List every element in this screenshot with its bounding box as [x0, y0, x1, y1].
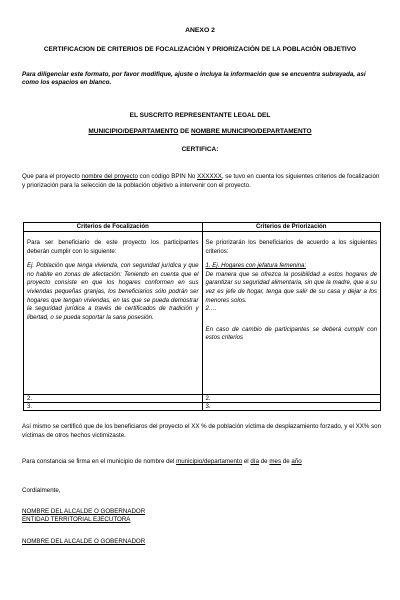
table-cell: 3.	[24, 403, 203, 411]
para1-text-2: con código BPIN No	[137, 173, 198, 180]
para1-text-3: , se tuvo en cuenta los siguientes criterios de focalización y priorización para la selección de la población objetivo a intervenir con el proyecto.	[22, 173, 380, 189]
instructions-text: Para diligenciar este formato, por favor modifique, ajuste o incluya la información que se encuentra subrayada, así como los espacios en blanco.	[22, 71, 366, 86]
table-row	[24, 395, 381, 403]
certifica-heading: CERTIFICA:	[181, 146, 219, 153]
suscrito-heading: EL SUSCRITO REPRESENTANTE LEGAL DEL	[129, 112, 271, 119]
closing-text: Cordialmente,	[22, 487, 61, 494]
table-row	[24, 403, 381, 411]
header-priorizacion: Criterios de Priorización	[202, 223, 381, 232]
signature-name-2: NOMBRE DEL ALCALDE O GOBERNADOR	[22, 538, 146, 545]
priorizacion-item-1	[206, 262, 378, 314]
focalizacion-intro: Para ser beneficiario de este proyecto los participantes deberán cumplir con lo siguiente:	[27, 239, 199, 255]
signing-place-paragraph	[22, 458, 382, 465]
project-paragraph	[22, 172, 382, 190]
year-field: año	[291, 458, 302, 465]
focalizacion-example: Ej. Población que tenga vivienda, con seguridad jurídica y que no habite en zonas de afectación: Teniendo en cuenta que el proyecto consiste en que los hogares conformen en sus viviendas pequeñas granjas, los beneficiarios sólo podrán ser hogares que tengan viviendas, en las que se pueda demostrar la seguridad jurídica a través de certificados de tradición y libertad, o se pueda soportar la sana posesión.	[27, 262, 199, 321]
priorizacion-item-1-title: 1. Ej. Hogares con jefatura femenina:	[205, 262, 307, 270]
priorizacion-item-1-desc: De manera que se ofrezca la posibilidad a estos hogares de garantizar su seguridad alimentaria, sin que la madre, que a su vez es jefe de hogar, tenga que salir de su casa y dejar a los menores solos.	[205, 270, 377, 304]
para3-text-3: de	[259, 458, 270, 465]
municipality-type: MUNICIPIO/DEPARTAMENTO	[88, 128, 179, 135]
signature-name-1: NOMBRE DEL ALCALDE O GOBERNADOR	[22, 508, 146, 515]
bpin-field: XXXXXX	[197, 173, 222, 180]
table-cell: 2.	[24, 395, 203, 403]
table-row	[24, 232, 381, 395]
focalizacion-cell	[24, 232, 203, 395]
municipality-field: municipio/departamento	[176, 458, 243, 465]
month-field: mes	[269, 458, 282, 465]
table-header-row	[24, 223, 381, 232]
project-name-field: nombre del proyecto	[81, 173, 138, 180]
municipality-connector: DE	[178, 128, 191, 135]
para3-text-2: el	[242, 458, 251, 465]
victims-paragraph: Así mismo se certificó que de los beneficiaros del proyecto el XX % de población víctima de desplazamiento forzado, y el XX% son víctimas de otros hechos victimizaste.	[22, 423, 382, 439]
table-cell: 3.	[202, 403, 381, 411]
para3-text-1: Para constancia se firma en el municipio de nombre del	[22, 458, 177, 465]
priorizacion-item-2: 2.…	[205, 305, 217, 313]
certification-title: CERTIFICACION DE CRITERIOS DE FOCALIZACIÓN Y PRIORIZACIÓN DE LA POBLACIÓN OBJETIVO	[43, 46, 357, 53]
header-focalizacion: Criterios de Focalización	[24, 223, 203, 232]
para3-text-4: de	[281, 458, 292, 465]
municipality-line	[0, 128, 400, 135]
priorizacion-note: En caso de cambio de participantes se deberá cumplir con estos criterios	[205, 325, 377, 342]
day-field: día	[250, 458, 260, 465]
priorizacion-cell	[202, 232, 381, 395]
signature-block	[22, 508, 145, 524]
table-cell: 2.	[202, 395, 381, 403]
municipality-name: NOMBRE MUNICIPIO/DEPARTAMENTO	[190, 128, 312, 135]
signature-entity: ENTIDAD TERRITORIAL EJECUTORA	[22, 516, 131, 523]
priorizacion-intro: Se priorizarán los beneficiarios de acuerdo a los siguientes criterios:	[205, 239, 377, 255]
para1-text-1: Que para el proyecto	[22, 173, 82, 180]
annex-title: ANEXO 2	[185, 27, 215, 34]
criteria-table	[23, 222, 381, 411]
